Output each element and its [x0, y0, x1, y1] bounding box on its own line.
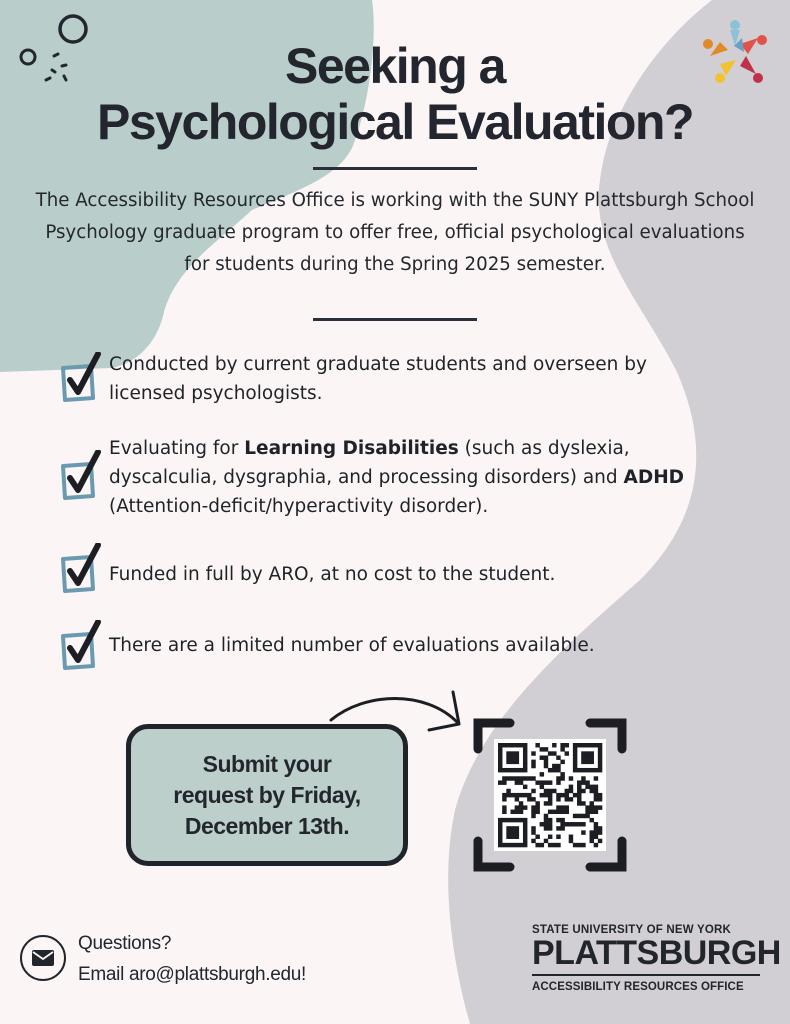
qr-code-icon — [470, 715, 630, 875]
logo-divider — [532, 974, 760, 976]
list-item: Conducted by current graduate students and overseen by licensed psychologists. — [109, 354, 647, 404]
item-bold: ADHD — [623, 467, 685, 488]
university-logo — [532, 924, 781, 993]
item-bold: Learning Disabilities — [244, 438, 459, 459]
cta-line-1: Submit your — [202, 750, 332, 777]
page-title — [0, 38, 790, 150]
checkbox-icon — [58, 543, 104, 595]
checkbox-icon — [58, 352, 104, 404]
envelope-icon — [20, 935, 66, 981]
contact-info — [78, 928, 306, 990]
divider-bottom — [313, 318, 477, 321]
qr-code[interactable] — [470, 715, 630, 875]
logo-line-1: STATE UNIVERSITY OF NEW YORK — [532, 924, 731, 936]
logo-line-2: PLATTSBURGH — [532, 934, 781, 972]
item-text: Evaluating for — [109, 438, 245, 459]
deadline-callout — [126, 724, 408, 866]
contact-email[interactable]: Email aro@plattsburgh.edu! — [78, 964, 307, 985]
item-text: (Attention-deficit/hyperactivity disorder). — [109, 496, 489, 517]
cta-line-2: request by Friday, — [173, 781, 361, 808]
title-line-2: Psychological Evaluation? — [97, 94, 693, 150]
list-item: There are a limited number of evaluations available. — [109, 635, 595, 656]
checkbox-icon — [58, 620, 104, 672]
divider-top — [313, 167, 477, 170]
logo-line-3: ACCESSIBILITY RESOURCES OFFICE — [532, 981, 744, 993]
item-text: (such as dyslexia, dyscalculia, dysgraphia, and processing disorders) and — [109, 438, 630, 488]
checkbox-icon — [58, 450, 104, 502]
title-line-1: Seeking a — [285, 38, 505, 94]
cta-line-3: December 13th. — [184, 812, 350, 839]
intro-paragraph: The Accessibility Resources Office is working with the SUNY Plattsburgh School Psychology graduate program to offer free, official psychological evaluations for students during the Spring 2025 semester. — [35, 190, 755, 275]
contact-question: Questions? — [78, 933, 172, 954]
list-item: Funded in full by ARO, at no cost to the student. — [109, 564, 556, 585]
list-item — [109, 434, 729, 521]
